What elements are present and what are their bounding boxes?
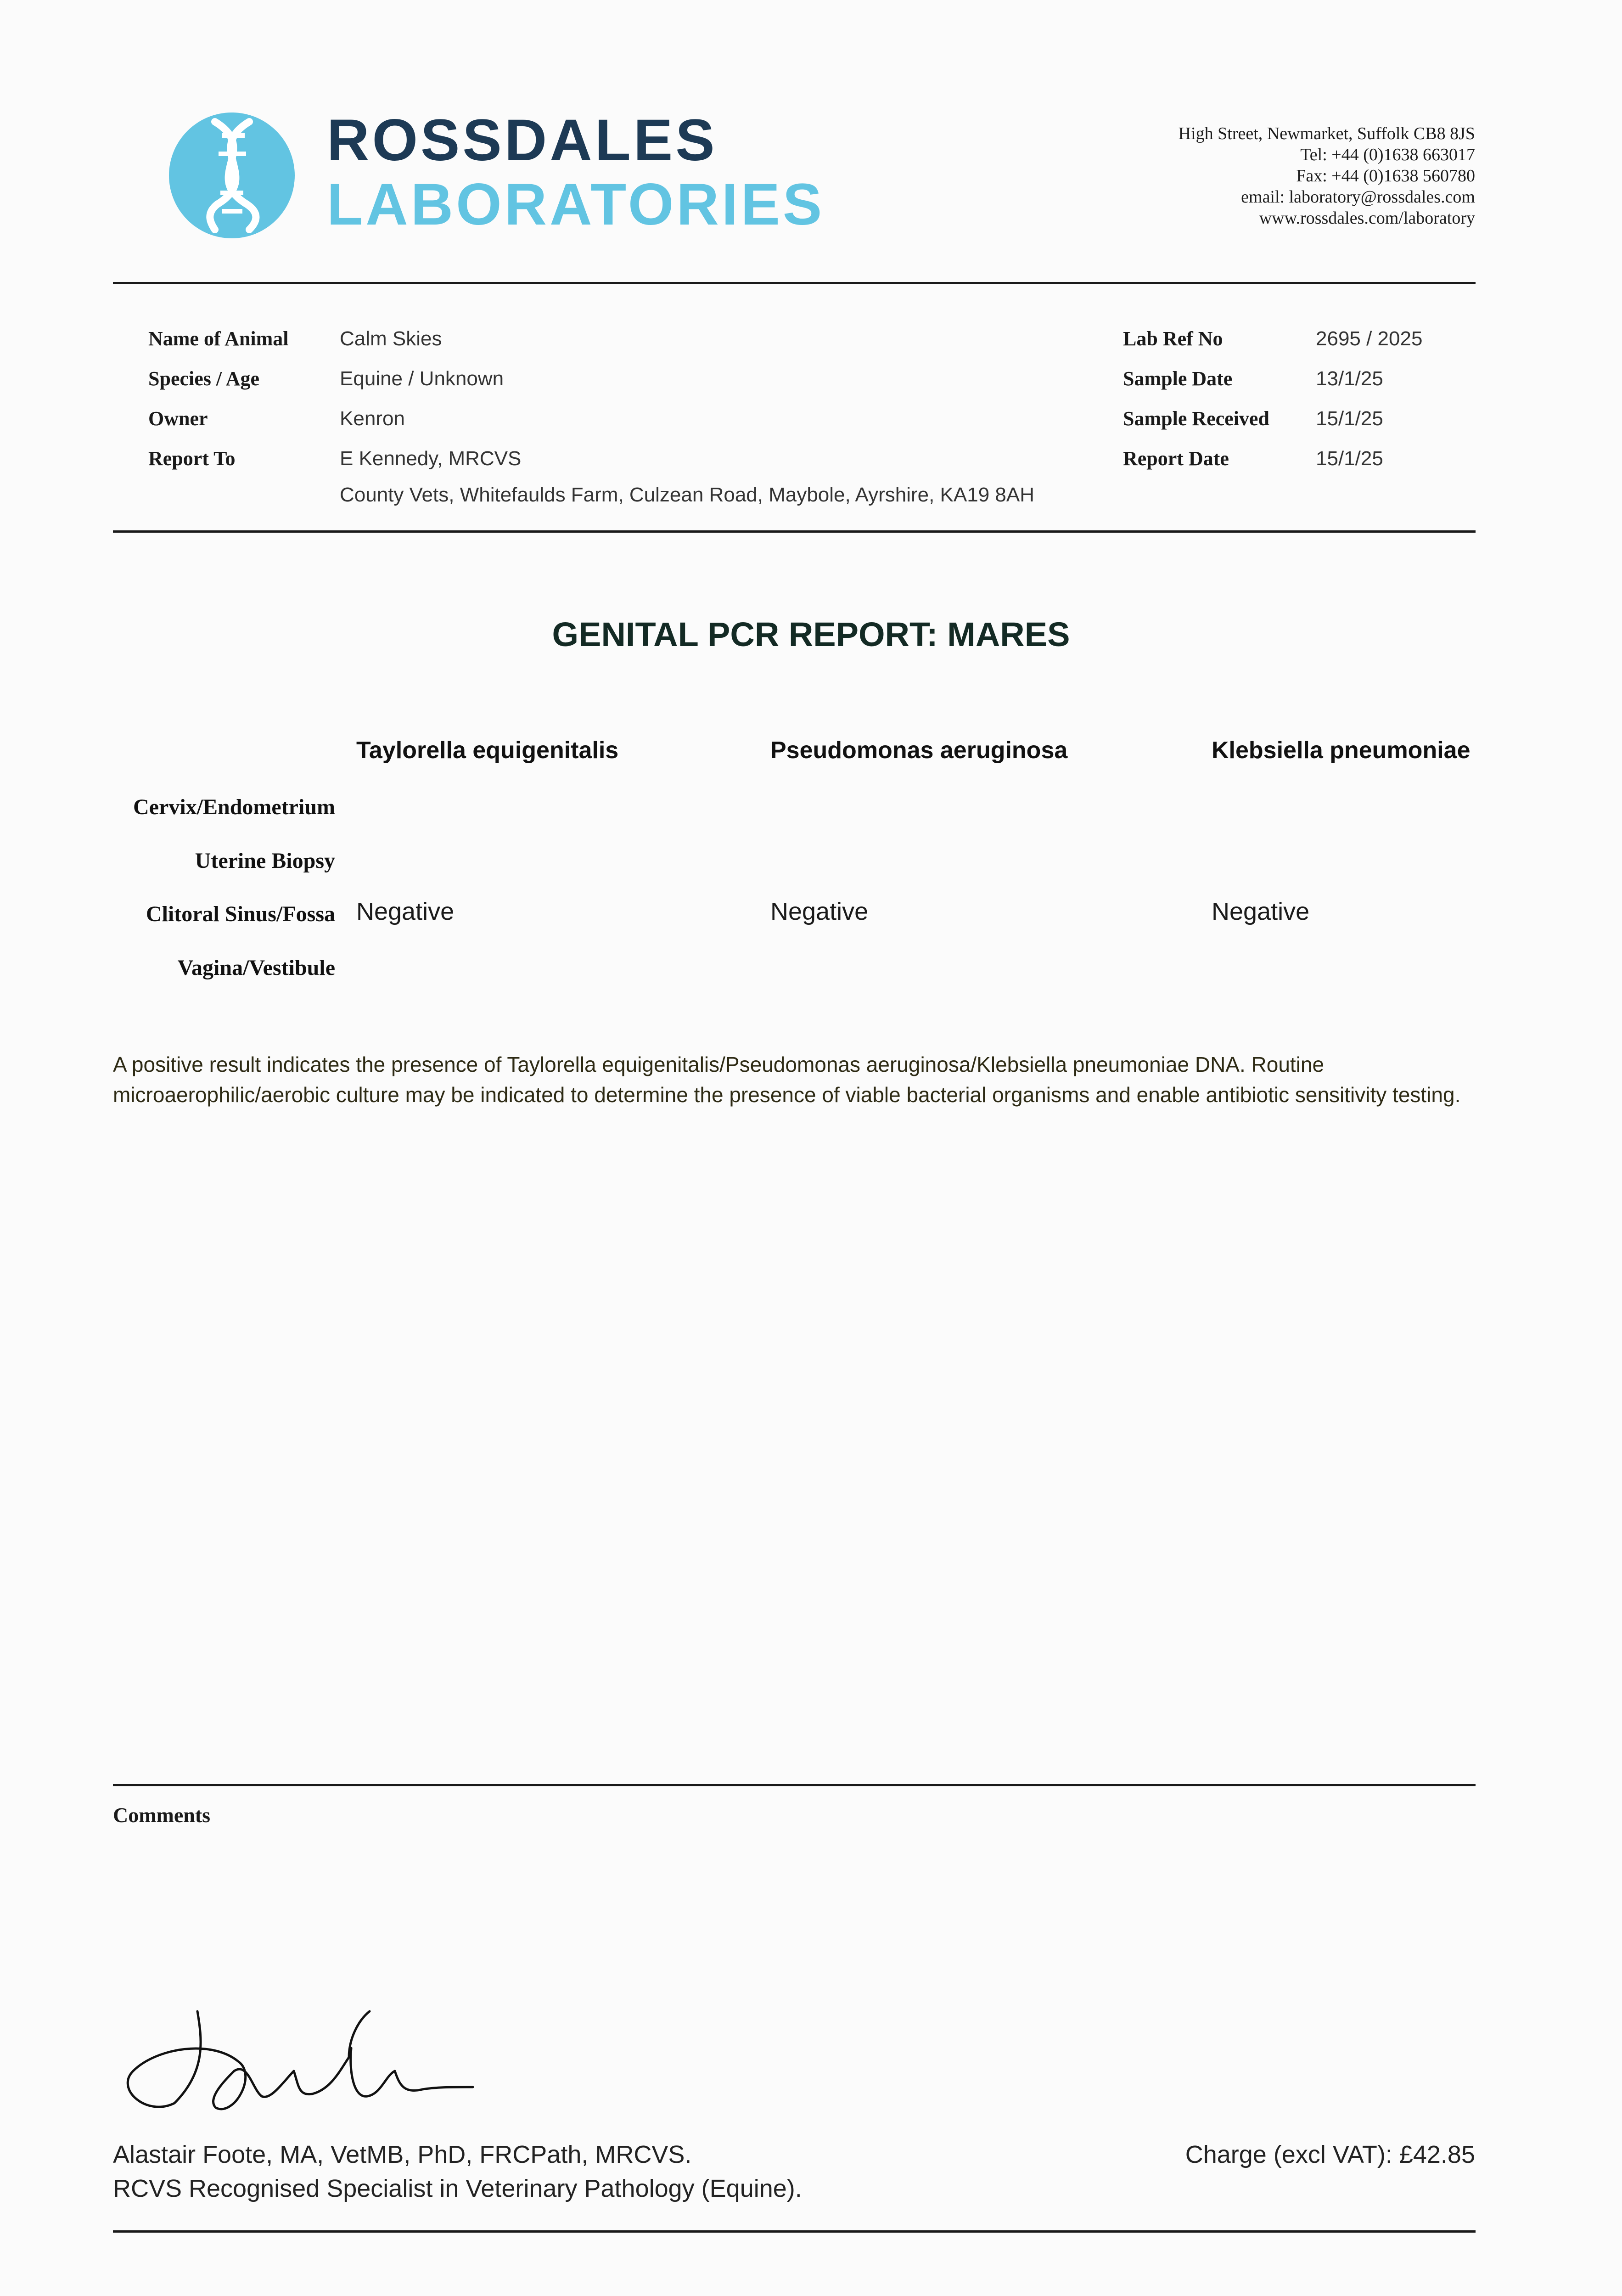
brand-name-line1: ROSSDALES	[327, 107, 718, 173]
interpretation-note: A positive result indicates the presence of Taylorella equigenitalis/Pseudomonas aeruginosa/Klebsiella pneumoniae DNA. Routine microaerophilic/aerobic culture may be indicated to determine the presence of viable bacterial organisms and enable antibiotic sensitivity testing.	[113, 1052, 1461, 1107]
signature-image	[119, 2002, 477, 2122]
row-header-clitoral-sinus: Clitoral Sinus/Fossa	[146, 902, 335, 926]
result-clitoral-pseudomonas: Negative	[770, 898, 869, 925]
header-divider	[113, 282, 1476, 284]
name-of-animal-label: Name of Animal	[148, 327, 289, 350]
comments-label: Comments	[113, 1803, 211, 1827]
column-header-pseudomonas: Pseudomonas aeruginosa	[770, 737, 1068, 764]
report-to-value: E Kennedy, MRCVS	[340, 447, 522, 470]
result-clitoral-klebsiella: Negative	[1212, 898, 1310, 925]
brand-name-line2: LABORATORIES	[327, 172, 825, 237]
sample-date-label: Sample Date	[1123, 367, 1233, 390]
column-header-klebsiella: Klebsiella pneumoniae	[1212, 737, 1470, 764]
report-date-label: Report Date	[1123, 447, 1229, 470]
owner-value: Kenron	[340, 407, 405, 430]
lab-ref-value: 2695 / 2025	[1316, 327, 1423, 350]
contact-fax: Fax: +44 (0)1638 560780	[1296, 166, 1475, 186]
contact-tel: Tel: +44 (0)1638 663017	[1300, 145, 1475, 164]
name-of-animal-value: Calm Skies	[340, 327, 442, 350]
report-to-address: County Vets, Whitefaulds Farm, Culzean Road, Maybole, Ayrshire, KA19 8AH	[340, 484, 1035, 506]
comments-divider	[113, 1784, 1476, 1786]
signer-name: Alastair Foote, MA, VetMB, PhD, FRCPath, MRCVS.	[113, 2141, 692, 2168]
contact-web: www.rossdales.com/laboratory	[1259, 208, 1475, 228]
signer-title: RCVS Recognised Specialist in Veterinary Pathology (Equine).	[113, 2175, 802, 2202]
result-clitoral-taylorella: Negative	[356, 898, 455, 925]
signer-block	[113, 2138, 802, 2206]
charge-text: Charge (excl VAT): £42.85	[1185, 2141, 1475, 2168]
species-age-label: Species / Age	[148, 367, 259, 390]
owner-label: Owner	[148, 407, 208, 430]
details-divider	[113, 530, 1476, 533]
sample-received-value: 15/1/25	[1316, 407, 1383, 430]
row-header-cervix: Cervix/Endometrium	[133, 795, 335, 819]
species-age-value: Equine / Unknown	[340, 367, 504, 390]
sample-received-label: Sample Received	[1123, 407, 1269, 430]
report-date-value: 15/1/25	[1316, 447, 1383, 470]
contact-block	[1179, 123, 1475, 229]
report-title: GENITAL PCR REPORT: MARES	[552, 615, 1070, 653]
row-header-vagina: Vagina/Vestibule	[177, 956, 335, 980]
footer-divider	[113, 2230, 1476, 2233]
lab-ref-label: Lab Ref No	[1123, 327, 1223, 350]
dna-logo-icon	[169, 113, 295, 238]
sample-date-value: 13/1/25	[1316, 367, 1383, 390]
row-header-uterine-biopsy: Uterine Biopsy	[195, 849, 335, 873]
contact-email: email: laboratory@rossdales.com	[1241, 187, 1475, 207]
contact-address: High Street, Newmarket, Suffolk CB8 8JS	[1178, 124, 1475, 143]
report-to-label: Report To	[148, 447, 236, 470]
column-header-taylorella: Taylorella equigenitalis	[356, 737, 619, 764]
